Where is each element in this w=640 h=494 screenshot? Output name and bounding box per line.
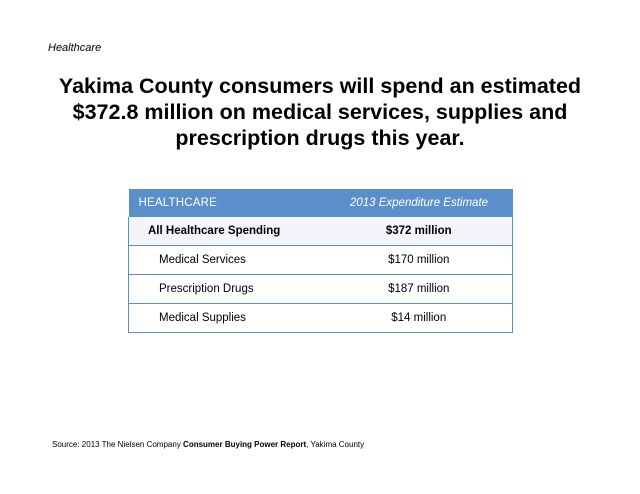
- table-header-row: [129, 189, 513, 217]
- row-value: $372 million: [326, 217, 513, 246]
- row-value: $170 million: [326, 246, 513, 275]
- row-label: Prescription Drugs: [129, 275, 326, 304]
- header-category: HEALTHCARE: [129, 189, 326, 217]
- source-suffix: , Yakima County: [306, 440, 365, 449]
- headline-line-2: $372.8 million on medical services, supplies and: [72, 100, 568, 124]
- section-label: Healthcare: [48, 42, 102, 54]
- source-note: [52, 440, 364, 449]
- table-row: [129, 304, 513, 333]
- table-row-total: [129, 217, 513, 246]
- healthcare-expenditure-table: [128, 189, 513, 333]
- table-row: [129, 275, 513, 304]
- row-label: All Healthcare Spending: [129, 217, 326, 246]
- headline-line-1: Yakima County consumers will spend an estimated: [58, 74, 582, 98]
- row-value: $187 million: [326, 275, 513, 304]
- row-label: Medical Services: [129, 246, 326, 275]
- source-report: Consumer Buying Power Report: [183, 440, 307, 449]
- headline-line-3: prescription drugs this year.: [175, 126, 465, 150]
- table-row: [129, 246, 513, 275]
- header-value: 2013 Expenditure Estimate: [326, 189, 513, 217]
- source-prefix: Source: 2013 The Nielsen Company: [52, 440, 184, 449]
- row-value: $14 million: [326, 304, 513, 333]
- row-label: Medical Supplies: [129, 304, 326, 333]
- page-title: [20, 73, 620, 151]
